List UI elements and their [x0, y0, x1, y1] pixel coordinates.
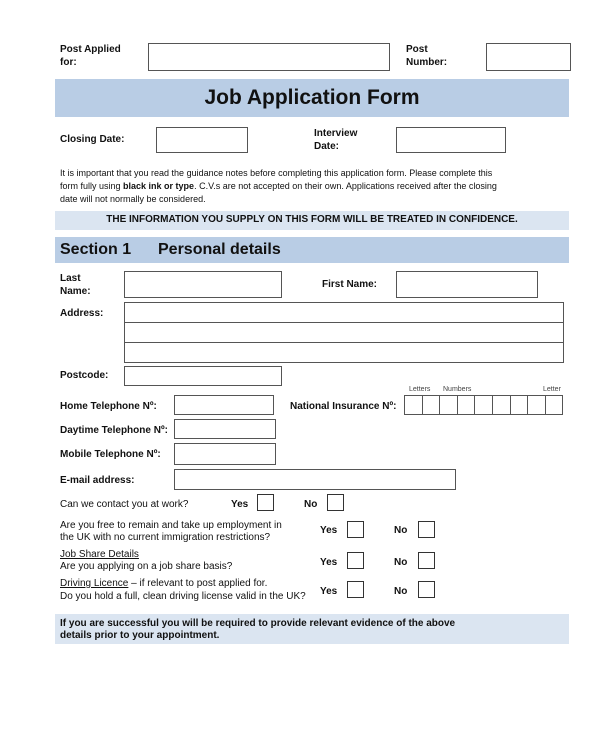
mobile-tel-field[interactable]: [174, 443, 276, 465]
ni-character-box[interactable]: [492, 395, 511, 415]
free-to-work-yes-label: Yes: [320, 525, 338, 536]
post-applied-field[interactable]: [148, 43, 390, 71]
ni-character-box[interactable]: [422, 395, 441, 415]
interview-date-field[interactable]: [396, 127, 506, 153]
confidence-notice: THE INFORMATION YOU SUPPLY ON THIS FORM WILL BE TREATED IN CONFIDENCE.: [106, 214, 518, 225]
section-band: [55, 237, 569, 263]
email-label: E-mail address:: [60, 475, 135, 486]
ni-character-box[interactable]: [474, 395, 493, 415]
job-share-no-checkbox[interactable]: [418, 552, 435, 569]
email-field[interactable]: [174, 469, 456, 490]
ni-character-box[interactable]: [527, 395, 546, 415]
free-to-work-no-checkbox[interactable]: [418, 521, 435, 538]
ni-character-box[interactable]: [439, 395, 458, 415]
free-to-work-question-1: Are you free to remain and take up employment in: [60, 520, 282, 531]
ni-character-box[interactable]: [545, 395, 564, 415]
contact-work-no-checkbox[interactable]: [327, 494, 344, 511]
ni-character-box[interactable]: [457, 395, 476, 415]
ni-letter-label: Letter: [543, 386, 561, 393]
post-number-label: Post Number:: [406, 44, 448, 68]
post-applied-label: Post Applied for:: [60, 44, 121, 68]
licence-title-line: [60, 577, 267, 590]
home-tel-field[interactable]: [174, 395, 274, 415]
address-line-1[interactable]: [124, 302, 564, 323]
licence-question: Do you hold a full, clean driving license valid in the UK?: [60, 591, 306, 602]
contact-work-no-label: No: [304, 499, 318, 510]
licence-suffix: – if relevant to post applied for.: [128, 578, 268, 589]
address-label: Address:: [60, 308, 104, 319]
guidance-line-2-a: form fully using: [60, 181, 124, 191]
closing-date-label: Closing Date:: [60, 134, 125, 145]
job-share-yes-label: Yes: [320, 557, 338, 568]
guidance-line-2-c: . C.V.s are not accepted on their own. Applications received after the closing: [194, 181, 497, 191]
first-name-label: First Name:: [322, 279, 378, 290]
daytime-tel-label: Daytime Telephone Nº:: [60, 425, 168, 436]
ni-character-box[interactable]: [404, 395, 423, 415]
closing-date-field[interactable]: [156, 127, 248, 153]
section-number: Section 1: [60, 241, 132, 258]
footer-notice-line-1: If you are successful you will be required to provide relevant evidence of the above: [60, 618, 456, 629]
home-tel-label: Home Telephone Nº:: [60, 401, 157, 412]
free-to-work-no-label: No: [394, 525, 408, 536]
contact-work-yes-checkbox[interactable]: [257, 494, 274, 511]
free-to-work-question-2: the UK with no current immigration restrictions?: [60, 532, 271, 543]
licence-yes-checkbox[interactable]: [347, 581, 364, 598]
ni-label: National Insurance Nº:: [290, 401, 397, 412]
guidance-line-1: It is important that you read the guidance notes before completing this application form. Please complete this: [60, 168, 493, 178]
ni-letters-label: Letters: [409, 386, 431, 393]
address-line-2[interactable]: [124, 322, 564, 343]
guidance-line-2: [60, 181, 570, 192]
job-share-title: Job Share Details: [60, 549, 139, 560]
daytime-tel-field[interactable]: [174, 419, 276, 439]
first-name-field[interactable]: [396, 271, 538, 298]
job-share-yes-checkbox[interactable]: [347, 552, 364, 569]
guidance-line-3: date will not normally be considered.: [60, 194, 206, 204]
job-share-no-label: No: [394, 557, 408, 568]
guidance-emphasis: black ink or type: [123, 181, 195, 191]
postcode-field[interactable]: [124, 366, 282, 386]
licence-no-checkbox[interactable]: [418, 581, 435, 598]
page-title: Job Application Form: [204, 86, 420, 109]
footer-notice-line-2: details prior to your appointment.: [60, 630, 220, 641]
free-to-work-yes-checkbox[interactable]: [347, 521, 364, 538]
address-line-3[interactable]: [124, 342, 564, 363]
ni-numbers-label: Numbers: [443, 386, 472, 393]
postcode-label: Postcode:: [60, 370, 109, 381]
contact-work-question: Can we contact you at work?: [60, 499, 189, 510]
ni-character-box[interactable]: [510, 395, 529, 415]
licence-title: Driving Licence: [60, 578, 129, 589]
interview-date-label: Interview Date:: [314, 128, 358, 152]
post-number-field[interactable]: [486, 43, 571, 71]
mobile-tel-label: Mobile Telephone Nº:: [60, 449, 161, 460]
last-name-label: Last Name:: [60, 273, 91, 297]
contact-work-yes-label: Yes: [231, 499, 249, 510]
job-share-question: Are you applying on a job share basis?: [60, 561, 233, 572]
licence-no-label: No: [394, 586, 408, 597]
licence-yes-label: Yes: [320, 586, 338, 597]
section-title: Personal details: [158, 241, 281, 258]
last-name-field[interactable]: [124, 271, 282, 298]
